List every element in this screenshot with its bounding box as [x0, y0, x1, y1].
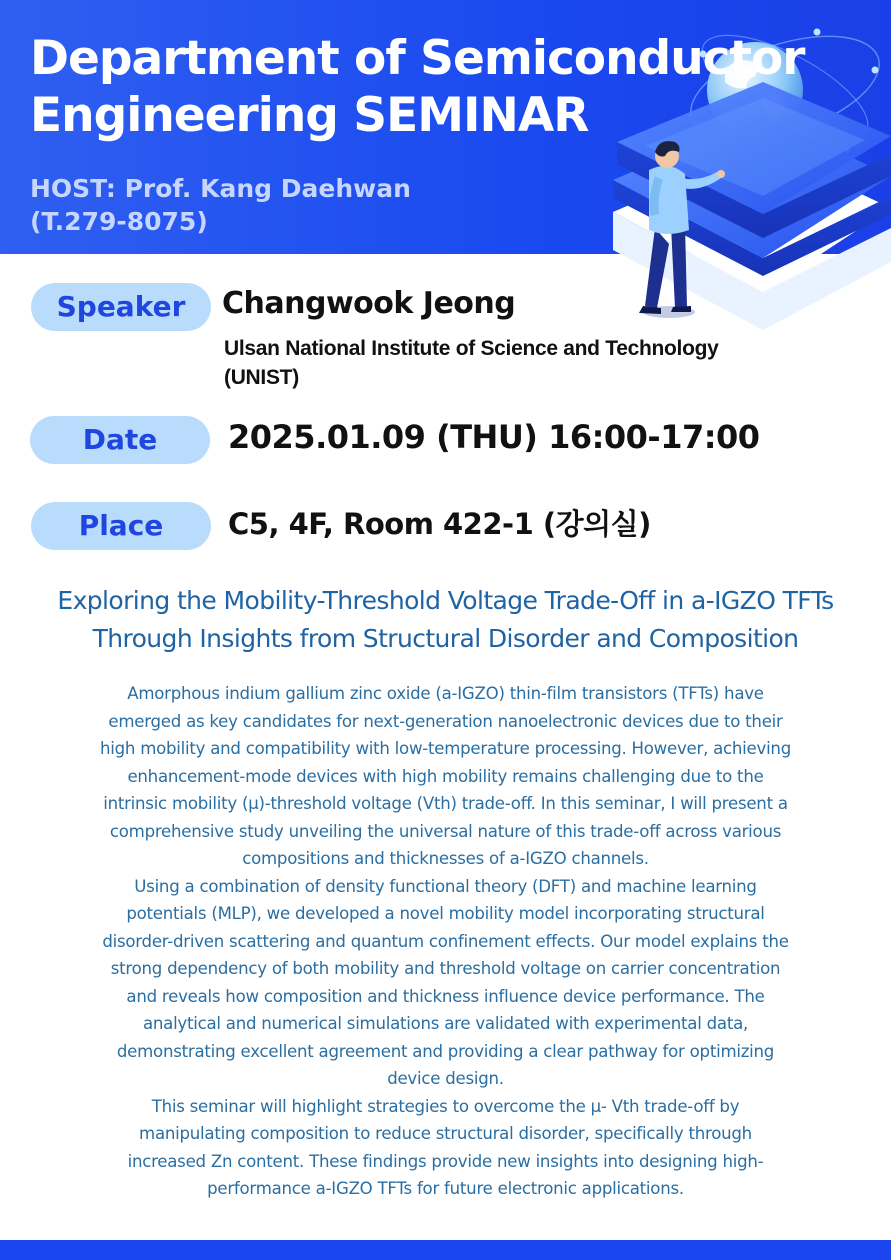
- seminar-title-line-2: Through Insights from Structural Disorder and Composition: [92, 624, 799, 653]
- date-label: Date: [30, 416, 210, 464]
- abstract-line: performance a-IGZO TFTs for future electronic applications.: [207, 1179, 684, 1198]
- footer-bar: [0, 1240, 891, 1260]
- seminar-title: [0, 582, 891, 658]
- host-phone: (T.279-8075): [30, 207, 208, 236]
- seminar-title-line-1: Exploring the Mobility-Threshold Voltage Trade-Off in a-IGZO TFTs: [57, 586, 834, 615]
- abstract-line: Using a combination of density functional theory (DFT) and machine learning: [134, 876, 757, 896]
- abstract-line: emerged as key candidates for next-generation nanoelectronic devices due to their: [108, 711, 783, 731]
- abstract-line: increased Zn content. These findings provide new insights into designing high-: [127, 1151, 764, 1171]
- abstract-line: demonstrating excellent agreement and providing a clear pathway for optimizing: [116, 1041, 775, 1061]
- affiliation-line-1: Ulsan National Institute of Science and Technology: [224, 337, 719, 360]
- abstract-line: This seminar will highlight strategies to overcome the μ- Vth trade-off by: [151, 1096, 740, 1116]
- abstract-line: Amorphous indium gallium zinc oxide (a-IGZO) thin-film transistors (TFTs) have: [127, 684, 764, 703]
- speaker-affiliation: [224, 334, 719, 392]
- abstract-line: manipulating composition to reduce structural disorder, specifically through: [139, 1124, 752, 1143]
- title-line-2: Engineering SEMINAR: [30, 88, 589, 143]
- page-title: [30, 30, 804, 144]
- title-line-1: Department of Semiconductor: [30, 31, 805, 86]
- abstract-line: disorder-driven scattering and quantum confinement effects. Our model explains the: [102, 931, 789, 951]
- speaker-label: Speaker: [31, 283, 211, 331]
- abstract-line: and reveals how composition and thickness influence device performance. The: [126, 986, 765, 1006]
- affiliation-line-2: (UNIST): [224, 366, 299, 389]
- abstract-line: strong dependency of both mobility and threshold voltage on carrier concentration: [110, 959, 781, 978]
- abstract-line: analytical and numerical simulations are validated with experimental data,: [142, 1014, 749, 1033]
- abstract-line: intrinsic mobility (μ)-threshold voltage (Vth) trade-off. In this seminar, I will present a: [103, 794, 788, 813]
- abstract-line: comprehensive study unveiling the universal nature of this trade-off across various: [109, 821, 782, 841]
- abstract-line: compositions and thicknesses of a-IGZO channels.: [242, 849, 649, 868]
- abstract-line: device design.: [387, 1069, 504, 1088]
- host-info: [30, 172, 411, 238]
- abstract-line: high mobility and compatibility with low-temperature processing. However, achieving: [100, 739, 791, 758]
- abstract: [0, 680, 891, 1203]
- place-value: C5, 4F, Room 422-1 (강의실): [228, 507, 651, 541]
- abstract-line: enhancement-mode devices with high mobility remains challenging due to the: [127, 766, 764, 786]
- abstract-line: potentials (MLP), we developed a novel mobility model incorporating structural: [126, 904, 765, 923]
- host-name: HOST: Prof. Kang Daehwan: [30, 174, 411, 203]
- date-value: 2025.01.09 (THU) 16:00-17:00: [228, 418, 760, 456]
- speaker-name: Changwook Jeong: [222, 286, 516, 321]
- place-label: Place: [31, 502, 211, 550]
